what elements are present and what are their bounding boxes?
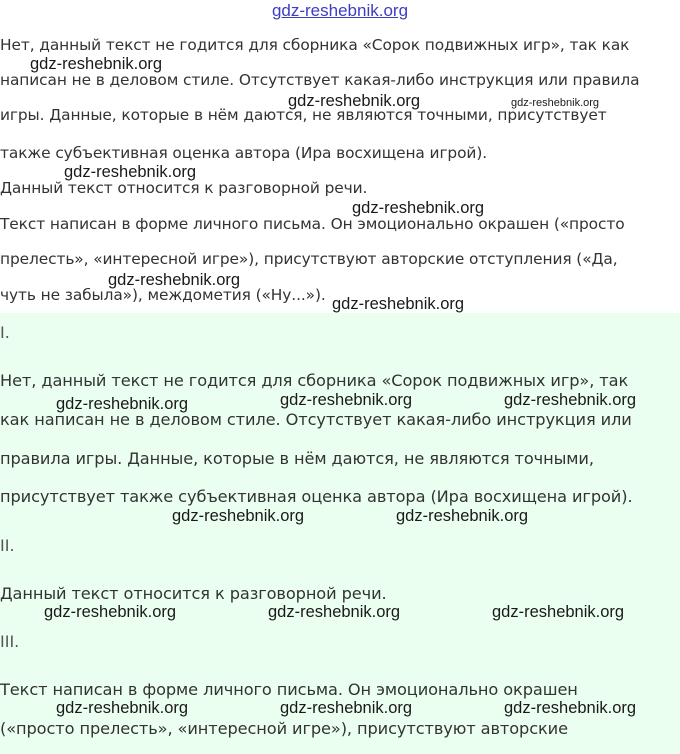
watermark: gdz-reshebnik.org xyxy=(44,603,177,621)
text-line: также субъективная оценка автора (Ира восхищена игрой). xyxy=(0,144,488,162)
answer-line: («просто прелесть», «интересной игре»), присутствуют авторские xyxy=(0,719,568,738)
text-line: Текст написан в форме личного письма. Он эмоционально окрашен («просто xyxy=(0,215,625,233)
answer-line: правила игры. Данные, которые в нём даются, не являются точными, xyxy=(0,449,594,468)
text-line: Нет, данный текст не годится для сборника «Сорок подвижных игр», так как xyxy=(0,36,630,54)
text-line: игры. Данные, которые в нём даются, не являются точными, присутствует xyxy=(0,106,607,124)
watermark: gdz-reshebnik.org xyxy=(64,163,197,181)
section-numeral: II. xyxy=(0,536,15,555)
watermark: gdz-reshebnik.org xyxy=(511,97,600,109)
answer-line: Текст написан в форме личного письма. Он эмоционально окрашен xyxy=(0,680,578,699)
watermark: gdz-reshebnik.org xyxy=(56,395,189,413)
watermark: gdz-reshebnik.org xyxy=(288,92,421,110)
text-line: прелесть», «интересной игре»), присутствуют авторские отступления («Да, xyxy=(0,250,618,268)
answer-line: как написан не в деловом стиле. Отсутствует какая-либо инструкция или xyxy=(0,410,632,429)
watermark: gdz-reshebnik.org xyxy=(56,699,189,717)
watermark: gdz-reshebnik.org xyxy=(332,295,465,313)
watermark: gdz-reshebnik.org xyxy=(280,699,413,717)
watermark: gdz-reshebnik.org xyxy=(172,507,305,525)
watermark: gdz-reshebnik.org xyxy=(108,271,241,289)
watermark: gdz-reshebnik.org xyxy=(352,199,485,217)
answer-line: Нет, данный текст не годится для сборника «Сорок подвижных игр», так xyxy=(0,371,629,390)
watermark: gdz-reshebnik.org xyxy=(280,391,413,409)
section-numeral: III. xyxy=(0,632,20,651)
watermark: gdz-reshebnik.org xyxy=(504,391,637,409)
site-header-link[interactable]: gdz-reshebnik.org xyxy=(271,1,409,20)
text-line: чуть не забыла»), междометия («Ну...»). xyxy=(0,286,326,304)
watermark: gdz-reshebnik.org xyxy=(30,55,163,73)
section-numeral: I. xyxy=(0,323,10,342)
watermark: gdz-reshebnik.org xyxy=(504,699,637,717)
answer-line: присутствует также субъективная оценка автора (Ира восхищена игрой). xyxy=(0,487,633,506)
answer-line: Данный текст относится к разговорной речи. xyxy=(0,584,387,603)
watermark: gdz-reshebnik.org xyxy=(268,603,401,621)
watermark: gdz-reshebnik.org xyxy=(396,507,529,525)
watermark: gdz-reshebnik.org xyxy=(492,603,625,621)
text-line: Данный текст относится к разговорной речи. xyxy=(0,179,368,197)
text-line: написан не в деловом стиле. Отсутствует какая-либо инструкция или правила xyxy=(0,71,640,89)
